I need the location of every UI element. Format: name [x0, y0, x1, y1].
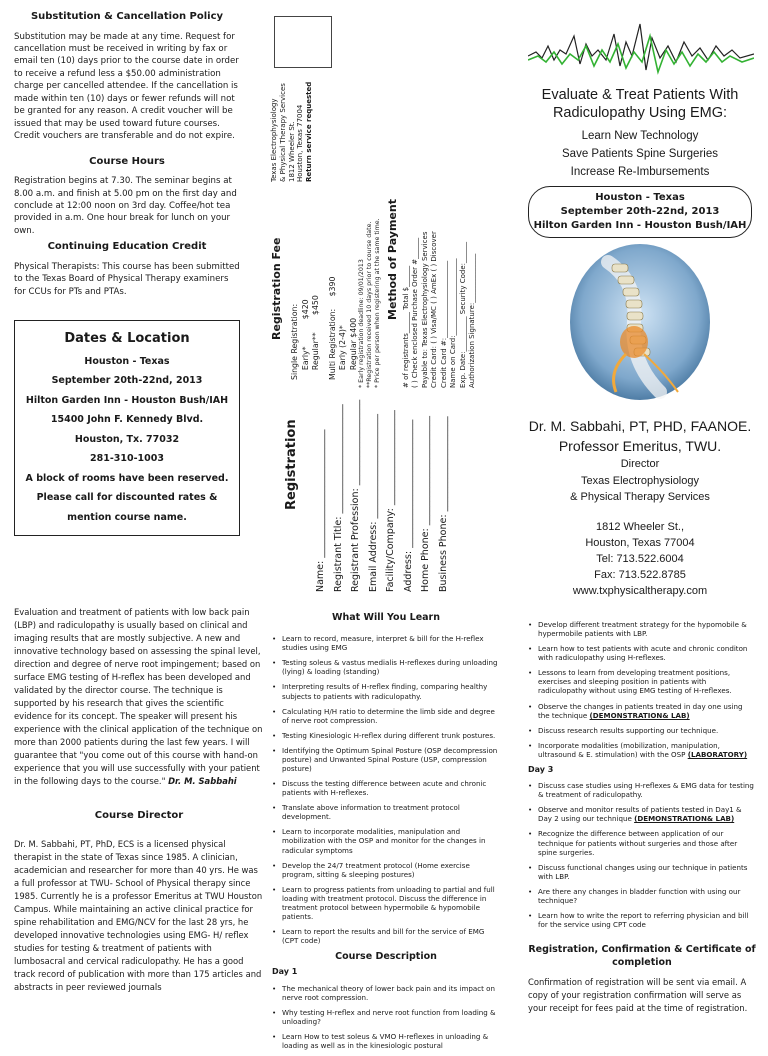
list-item: • Are there any changes in bladder function with using our technique? — [528, 887, 756, 905]
list-item: • Interpreting results of H-reflex finding, comparing healthy subjects to patients with radiculopathy. — [272, 682, 500, 700]
mailing-line: Houston, Texas 77004 — [296, 104, 305, 182]
stamp-box — [274, 16, 332, 68]
presenter-role: Director — [620, 458, 660, 471]
dates-line: Houston - Texas — [84, 356, 170, 367]
list-item: • Learn to incorporate modalities, manipulation and mobilization with the OSP and monitor for the changes in radicular symptoms — [272, 827, 500, 854]
list-item: • The mechanical theory of lower back pain and its impact on nerve root compression. — [272, 984, 500, 1002]
presenter-role: Texas Electrophysiology — [580, 474, 699, 487]
fee-regular: Regular** — [311, 332, 321, 371]
payment-line[interactable]: ( ) Check enclosed Purchase Order #______ — [411, 237, 420, 388]
list-item: • Develop different treatment strategy for the hypomobile & hypermobile patients with LBP. — [528, 620, 756, 638]
list-item: • Why testing H-reflex and nerve root function from loading & unloading? — [272, 1008, 500, 1026]
field-title[interactable]: Registrant Title: _______________________ — [332, 404, 344, 592]
mailing-line: & Physical Therapy Services — [278, 83, 287, 182]
day3-list — [528, 781, 756, 929]
field-home-phone[interactable]: Home Phone: _______________________ — [420, 416, 432, 592]
subtitle: Save Patients Spine Surgeries — [562, 148, 718, 161]
intro-section — [14, 606, 264, 994]
left-column — [14, 10, 240, 536]
list-item: • Calculating H/H ratio to determine the limb side and degree of nerve root compression. — [272, 707, 500, 725]
fax: Fax: 713.522.8785 — [594, 568, 686, 581]
list-item: • Learn how to write the report to referring physician and bill for the service using CPT code — [528, 911, 756, 929]
list-item: • Discuss research results supporting our technique. — [528, 726, 756, 735]
list-item: • Learn How to test soleus & VMO H-reflexes in unloading & loading as well as in the kinesiologic postural — [272, 1032, 500, 1050]
fee-regular-price: $450 — [311, 295, 321, 316]
day-label: Day 1 — [272, 967, 298, 977]
fee-note: **Registration received 10 days prior to course date. — [366, 221, 374, 388]
event-line: September 20th-22nd, 2013 — [560, 205, 720, 217]
fee-early: Early* — [300, 346, 310, 371]
payment-line[interactable]: Credit Card: ( ) Visa/MC ( ) AmEx ( ) Discover — [430, 231, 439, 388]
cover-panel — [520, 10, 760, 599]
list-item: • Develop the 24/7 treatment protocol (Home exercise program, sitting & sleeping postures) — [272, 861, 500, 879]
spine-illustration — [568, 242, 712, 402]
demo-lab-tag: (DEMONSTRATION& LAB) — [634, 814, 735, 824]
event-line: Hilton Garden Inn - Houston Bush/IAH — [533, 219, 747, 231]
intro-text: Evaluation and treatment of patients with low back pain (LBP) and radiculopathy is usually based on clinical and imaging results that are mostly subjective. A new and innovative technology based on assessing the spinal level, direction and degree of nerve root impingement; based on surface EMG testing of H-reflex has been developed and validated by the director course. The technique is supported by his research that gives the scientific evidence for its concept. The speaker will present his experience with the clinical application of the technique on more than 2000 patients during the last few years. I will guarantee that "you come out of this course with hand-on experience that you will use successfully with your patient in the following days to the course." Dr. M. Sabbahi — [14, 607, 263, 787]
payment-line[interactable]: Credit Card #:______________________ — [439, 260, 448, 388]
phone: Tel: 713.522.6004 — [596, 552, 684, 565]
intro-signature: Dr. M. Sabbahi — [168, 776, 237, 787]
payment-title: Method of Payment — [386, 199, 399, 320]
registration-title: Registration — [284, 419, 299, 510]
dates-line: Hilton Garden Inn - Houston Bush/IAH — [25, 394, 229, 406]
presenter-role: & Physical Therapy Services — [570, 491, 710, 504]
field-name[interactable]: Name: ___________________________ — [315, 429, 326, 592]
event-line: Houston - Texas — [595, 191, 685, 203]
list-item: • Learn how to test patients with acute and chronic conditon with radiculopathy using H-reflexes. — [528, 644, 756, 662]
description-list — [272, 984, 500, 1050]
list-item: • Learn to record, measure, interpret & bill for the H-reflex studies using EMG — [272, 634, 500, 652]
payment-details — [402, 231, 478, 388]
list-item: • Testing soleus & vastus medialis H-reflexes during unloading (lying) & loading (standing) — [272, 658, 500, 676]
fee-title: Registration Fee — [270, 237, 283, 340]
emg-waveform-graphic — [528, 16, 754, 82]
presenter-address — [520, 520, 760, 600]
dates-location-box — [14, 320, 240, 536]
subtitle: Increase Re-Imbursements — [570, 165, 710, 178]
learn-list — [272, 634, 500, 945]
fee-multi: Multi Registration: — [327, 308, 337, 380]
payment-line[interactable]: Exp. Date:__________ Security Code:______ — [458, 241, 467, 388]
website-link[interactable]: www.txphysicaltherapy.com — [572, 584, 708, 597]
list-item: • Learn to report the results and bill for the service of EMG (CPT code) — [272, 927, 500, 945]
fee-multi-regular: Regular $400 — [348, 317, 358, 371]
dates-line: September 20th-22nd, 2013 — [51, 375, 203, 387]
list-item: • Incorporate modalities (mobilization, manipulation, ultrasound & E. stimulation) with the OSP (LABORATORY) — [528, 741, 756, 759]
dates-line: A block of rooms have been reserved. — [25, 472, 229, 484]
field-address[interactable]: Address: ___________________________ — [402, 419, 414, 592]
ce-title: Continuing Education Credit — [47, 241, 207, 253]
policy-title: Substitution & Cancellation Policy — [30, 11, 224, 22]
fee-details — [290, 277, 359, 380]
field-profession[interactable]: Registrant Profession: __________________ — [350, 399, 362, 592]
demo-lab-tag: (DEMONSTRATION& LAB) — [589, 710, 690, 720]
policy-text: Substitution may be made at any time. Request for cancellation must be received in writing by fax or email ten (10) days prior to the course date in order to receive a refund less a $50.00 administration charge per cancelled attendee. If the cancellation is made within ten (10) days or fewer refunds will not be granted for any reason. A credit voucher will be issued that may be used toward future courses. Credit vouchers are transferable and do not expire. — [14, 31, 239, 142]
fee-multi-early: Early (2-4)* — [338, 325, 348, 371]
fee-note: * Early registration deadline: 09/01/2013 — [358, 259, 365, 388]
dates-line: 15400 John F. Kennedy Blvd. — [50, 414, 204, 426]
confirmation-title: Registration, Confirmation & Certificate of completion — [528, 944, 756, 969]
list-item: • Identifying the Optimum Spinal Posture (OSP decompression posture) and Unwanted Spinal Posture (USP, compression posture) — [272, 746, 500, 773]
field-business-phone[interactable]: Business Phone: ____________________ — [437, 416, 449, 592]
payment-line[interactable]: Name on Card:______________________ — [449, 258, 458, 388]
dates-title: Dates & Location — [64, 331, 190, 347]
list-item: • Testing Kinesiologic H-reflex during different trunk postures. — [272, 731, 500, 740]
fee-single: Single Registration: — [290, 303, 299, 380]
payment-line[interactable]: Authorization Signature:______________ — [468, 253, 477, 388]
learn-list-continued — [528, 620, 756, 759]
mailing-line: 1812 Wheeler St. — [287, 121, 296, 182]
learn-title: What Will You Learn — [331, 612, 441, 623]
fee-note: * Price per person when registering at the same time. — [374, 218, 382, 388]
director-title: Course Director — [94, 810, 184, 822]
return-service: Return service requested — [305, 81, 313, 182]
list-item: • Discuss functional changes using our technique in patients with LBP. — [528, 863, 756, 881]
description-title: Course Description — [335, 951, 437, 963]
brochure-title: Evaluate & Treat Patients With Radiculopathy Using EMG: — [541, 87, 739, 122]
address-line: Houston, Texas 77004 — [585, 536, 695, 549]
field-email[interactable]: Email Address: ______________________ — [367, 414, 379, 592]
dates-line: Houston, Tx. 77032 — [74, 433, 180, 445]
list-item: • Lessons to learn from developing treatment positions, exercises and sleeping position in patients with radiculopathy without using EMG testing of H-reflexes. — [528, 668, 756, 695]
payment-line: Payable to: Texas Electrophysiology Services — [420, 231, 429, 388]
mailing-address — [270, 82, 314, 182]
dates-line: mention course name. — [67, 511, 187, 523]
list-item: • Discuss case studies using H-reflexes & EMG data for testing & treatment of radiculopathy. — [528, 781, 756, 799]
dates-line: Please call for discounted rates & — [36, 492, 218, 504]
learn-section — [272, 608, 500, 1056]
mailing-line: Texas Electrophysiology — [270, 98, 278, 182]
confirmation-text: Confirmation of registration will be sent via email. A copy of your registration confirmation will serve as your receipt for fees paid at the time of registration. — [528, 976, 748, 1013]
fee-notes — [358, 218, 383, 388]
learn-continued-section — [528, 620, 756, 1015]
presenter-title: Professor Emeritus, TWU. — [558, 437, 722, 454]
field-facility[interactable]: Facility/Company: ____________________ — [385, 410, 397, 592]
list-item: • Discuss the testing difference between acute and chronic patients with H-reflexes. — [272, 779, 500, 797]
dates-line: 281-310-1003 — [90, 453, 164, 465]
hours-title: Course Hours — [89, 155, 165, 167]
day-label: Day 3 — [528, 764, 554, 774]
hours-text: Registration begins at 7.30. The seminar begins at 8.00 a.m. and finish at 5.00 pm on the first day and conclude at 12:00 noon on 3rd day. Coffee/hot tea provided in a.m. One hour break for lunch on your own. — [14, 176, 237, 236]
presenter-name: Dr. M. Sabbahi, PT, PHD, FAANOE. — [528, 417, 752, 434]
payment-line[interactable]: # of registrants______ Total $______ — [402, 265, 410, 388]
list-item: • Learn to progress patients from unloading to partial and full loading with treatment protocol. Discuss the difference in treatment protocol between hypermobile & hypomobile patients. — [272, 885, 500, 921]
registration-fields — [312, 400, 453, 592]
list-item: • Observe the changes in patients treated in day one using the technique (DEMONSTRATION& LAB) — [528, 702, 756, 720]
address-line: 1812 Wheeler St., — [595, 520, 685, 533]
registration-panel — [262, 10, 510, 600]
ce-text: Physical Therapists: This course has been submitted to the Texas Board of Physical Therapy examiners for CCUs for PTs and PTAs. — [14, 261, 240, 297]
event-oval — [528, 186, 752, 238]
subtitle: Learn New Technology — [581, 130, 699, 143]
list-item: • Translate above information to treatment protocol development. — [272, 803, 500, 821]
director-text: Dr. M. Sabbahi, PT, PhD, ECS is a licensed physical therapist in the state of Texas since 1985. A clinician, academician and researcher for more than 40 yrs. He was a full professor at TWU- School of Physical therapy since 1985. Currently he is a professor Emeritus at TWU Houston Campus. While maintaining an active clinical practice for spine rehabilitation and EMG/NCV for the last 28 yrs, he developed innovative technologies using EMG- H/ reflex studies for testing & treatment of patients with lumbosacral and cervical radiculopathy. He has a good track record of publication with more than 175 articles and abstracts in peer reviewed journals — [14, 838, 263, 992]
list-item: • Recognize the difference between application of our technique for patients without surgeries and those after spine surgeries. — [528, 829, 756, 856]
fee-early-price: $420 — [300, 299, 310, 320]
fee-multi-price: $390 — [327, 276, 337, 297]
lab-tag: (LABORATORY) — [687, 749, 748, 759]
list-item: • Observe and monitor results of patients tested in Day1 & Day 2 using our technique (DEMONSTRATION& LAB) — [528, 805, 756, 823]
